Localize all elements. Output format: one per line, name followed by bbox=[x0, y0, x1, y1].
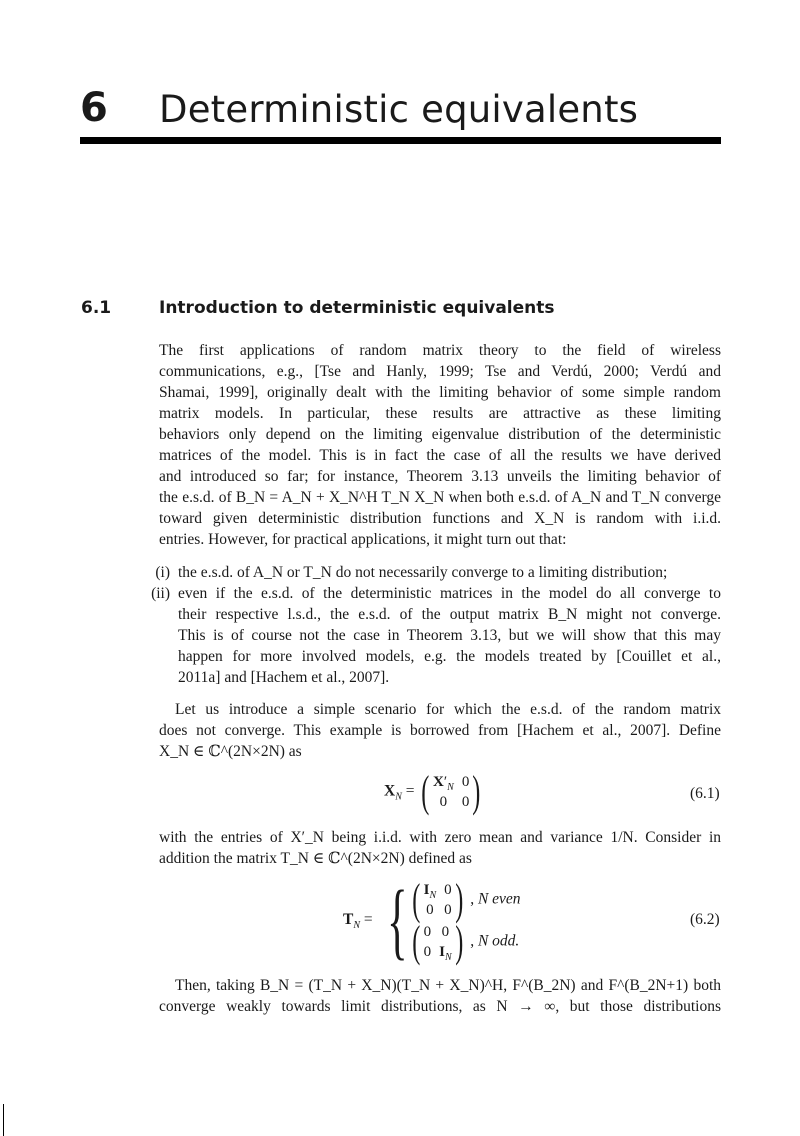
list-marker: (i) bbox=[155, 564, 170, 581]
margin-mark bbox=[3, 1104, 4, 1136]
text-line: the e.s.d. of B_N = A_N + X_N^H T_N X_N when both e.s.d. of A_N and T_N converge bbox=[159, 489, 721, 506]
text-line: toward given deterministic distribution functions and X_N is random with i.i.d. bbox=[159, 510, 721, 527]
text-line: behaviors only depend on the limiting eigenvalue distribution of the deterministic bbox=[159, 426, 721, 443]
paragraph-intro bbox=[159, 340, 721, 550]
text-line: matrix models. In particular, these results are attractive as these limiting bbox=[159, 405, 721, 422]
text-line: the e.s.d. of A_N or T_N do not necessarily converge to a limiting distribution; bbox=[178, 564, 668, 581]
text-line: their respective l.s.d., the e.s.d. of the output matrix B_N might not converge. bbox=[178, 606, 721, 623]
text-line: entries. However, for practical applications, it might turn out that: bbox=[159, 531, 567, 548]
section-number: 6.1 bbox=[81, 298, 112, 318]
text-line: even if the e.s.d. of the deterministic matrices in the model do all converge to bbox=[178, 585, 721, 602]
case-even: N even bbox=[477, 890, 521, 908]
paragraph-variance bbox=[159, 827, 721, 869]
text-line: The first applications of random matrix theory to the field of wireless bbox=[159, 342, 721, 359]
text-line: and introduced so far; for instance, Theorem 3.13 unveils the limiting behavior of bbox=[159, 468, 721, 485]
text-line: Shamai, 1999], originally dealt with the limiting behavior of some simple random bbox=[159, 384, 721, 401]
section-title: Introduction to deterministic equivalents bbox=[159, 298, 555, 318]
text-line: matrices of the model. This is in fact the case of all the results we have derived bbox=[159, 447, 721, 464]
text-line: communications, e.g., [Tse and Hanly, 1999; Tse and Verdú, 2000; Verdú and bbox=[159, 363, 721, 380]
text-line: 2011a] and [Hachem et al., 2007]. bbox=[178, 669, 390, 686]
text-line: Let us introduce a simple scenario for which the e.s.d. of the random matrix bbox=[175, 701, 721, 718]
text-line: addition the matrix T_N ∈ ℂ^(2N×2N) defined as bbox=[159, 850, 472, 867]
case-odd: N odd. bbox=[477, 932, 520, 950]
text-line: converge weakly towards limit distributions, as N → ∞, but those distributions bbox=[159, 998, 721, 1015]
paragraph-then bbox=[159, 975, 721, 1017]
text-line: This is of course not the case in Theorem 3.13, but we will show that this may bbox=[178, 627, 721, 644]
text-line: does not converge. This example is borrowed from [Hachem et al., 2007]. Define bbox=[159, 722, 721, 739]
text-line: X_N ∈ ℂ^(2N×2N) as bbox=[159, 743, 302, 760]
paragraph-scenario bbox=[159, 699, 721, 762]
chapter-title: Deterministic equivalents bbox=[159, 88, 639, 131]
list-marker: (ii) bbox=[151, 585, 170, 602]
text-line: with the entries of X′_N being i.i.d. with zero mean and variance 1/N. Consider in bbox=[159, 829, 721, 846]
text-line: happen for more involved models, e.g. the models treated by [Couillet et al., bbox=[178, 648, 721, 665]
equation-number: (6.1) bbox=[690, 785, 720, 802]
chapter-number: 6 bbox=[80, 85, 108, 131]
chapter-rule bbox=[80, 137, 721, 144]
equation-number: (6.2) bbox=[690, 911, 720, 928]
text-line: Then, taking B_N = (T_N + X_N)(T_N + X_N)^H, F^(B_2N) and F^(B_2N+1) both bbox=[175, 977, 721, 994]
equation-6-1: $X_N$ = ( $X'_N$ 0 0 0 ) bbox=[384, 767, 481, 816]
